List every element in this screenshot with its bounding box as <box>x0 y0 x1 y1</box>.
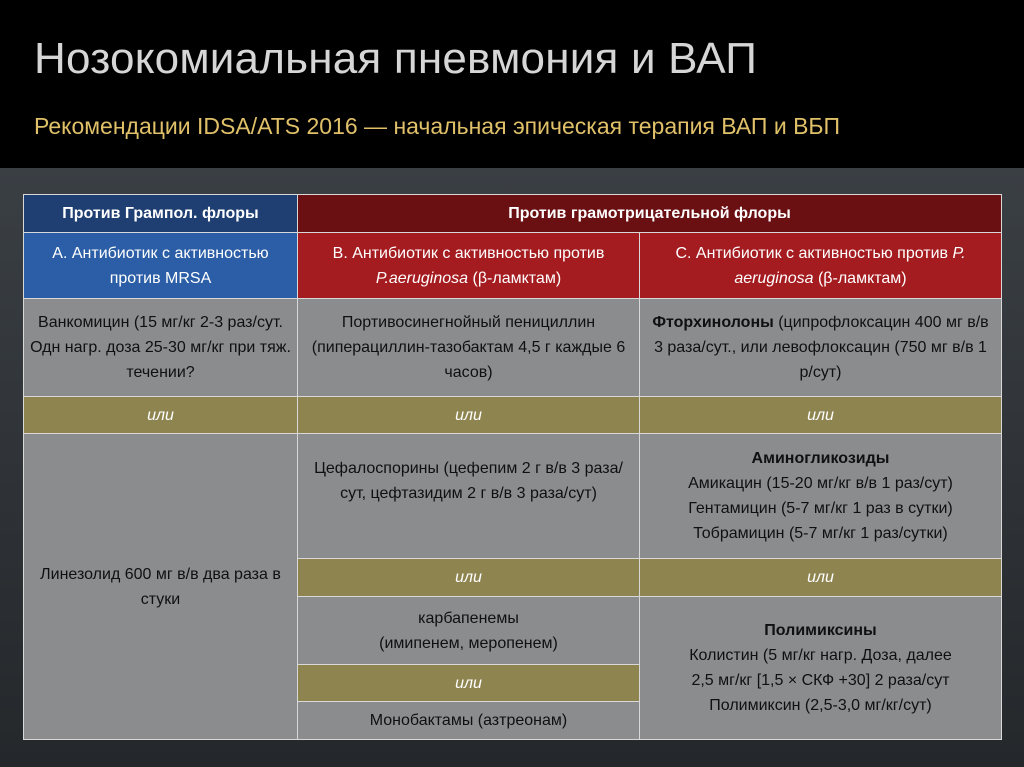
slide-title: Нозокомиальная пневмония и ВАП <box>34 34 758 83</box>
therapy-table <box>23 194 1002 740</box>
subheader-c-organism: P. aeruginosa <box>734 244 966 287</box>
table-subheader-row <box>24 233 1002 299</box>
slide-header <box>0 0 1024 168</box>
subheader-a: А. Антибиотик с активностью против MRSA <box>24 233 298 299</box>
subheader-b-suffix: (β-ламктам) <box>468 269 562 287</box>
cell-monobactams: Монобактамы (азтреонам) <box>298 702 640 740</box>
fluoroquinolones-title: Фторхинолоны <box>652 314 774 331</box>
subheader-c <box>640 233 1002 299</box>
fluoroquinolones-text: (ципрофлоксацин 400 мг в/в 3 раза/сут., или левофлоксацин (750 мг в/в 1 р/сут) <box>654 314 989 381</box>
cell-linezolid: Линезолид 600 мг в/в два раза в стуки <box>24 434 298 740</box>
or-label-b: или <box>298 559 640 597</box>
table-header-row <box>24 195 1002 233</box>
or-label-b: или <box>298 397 640 434</box>
subheader-b-organism: P.aeruginosa <box>375 269 469 287</box>
subheader-c-prefix: С. Антибиотик с активностью против <box>675 244 953 262</box>
or-label-c: или <box>640 397 1002 434</box>
subheader-c-suffix: (β-ламктам) <box>813 269 907 287</box>
aminoglycoside-line: Тобрамицин (5-7 мг/кг 1 раз/сутки) <box>693 525 948 542</box>
header-gram-negative: Против грамотрицательной флоры <box>298 195 1002 233</box>
header-gram-positive: Против Грампол. флоры <box>24 195 298 233</box>
polymyxin-line: Полимиксин (2,5-3,0 мг/кг/сут) <box>709 697 932 714</box>
cell-aminoglycosides <box>640 434 1002 559</box>
polymyxin-line: 2,5 мг/кг [1,5 × СКФ +30] 2 раза/сут <box>691 672 950 689</box>
or-label-b: или <box>298 665 640 702</box>
polymyxins-title: Полимиксины <box>764 622 877 639</box>
carbapenems-title: карбапенемы <box>418 609 519 627</box>
cell-piperacillin: Портивосинегнойный пенициллин (пиперациллин-тазобактам 4,5 г каждые 6 часов) <box>298 299 640 397</box>
slide-subtitle: Рекомендации IDSA/ATS 2016 — начальная эпическая терапия ВАП и ВБП <box>34 113 841 139</box>
table-row <box>24 299 1002 397</box>
polymyxin-line: Колистин (5 мг/кг нагр. Доза, далее <box>689 647 952 664</box>
cell-fluoroquinolones <box>640 299 1002 397</box>
or-label-a: или <box>24 397 298 434</box>
subheader-b <box>298 233 640 299</box>
table-or-row <box>24 397 1002 434</box>
cell-carbapenems <box>298 597 640 665</box>
or-label-c: или <box>640 559 1002 597</box>
cell-polymyxins <box>640 597 1002 740</box>
cell-cephalosporins: Цефалоспорины (цефепим 2 г в/в 3 раза/сут, цефтазидим 2 г в/в 3 раза/сут) <box>298 434 640 559</box>
aminoglycosides-title: Аминогликозиды <box>751 450 890 467</box>
cell-vancomycin: Ванкомицин (15 мг/кг 2-3 раз/сут. Одн нагр. доза 25-30 мг/кг при тяж. течении? <box>24 299 298 397</box>
table-row <box>24 434 1002 559</box>
aminoglycoside-line: Гентамицин (5-7 мг/кг 1 раз в сутки) <box>688 500 953 517</box>
carbapenems-list: (имипенем, меропенем) <box>379 634 558 652</box>
aminoglycoside-line: Амикацин (15-20 мг/кг в/в 1 раз/сут) <box>688 475 953 492</box>
subheader-b-prefix: В. Антибиотик с активностью против <box>332 244 605 262</box>
